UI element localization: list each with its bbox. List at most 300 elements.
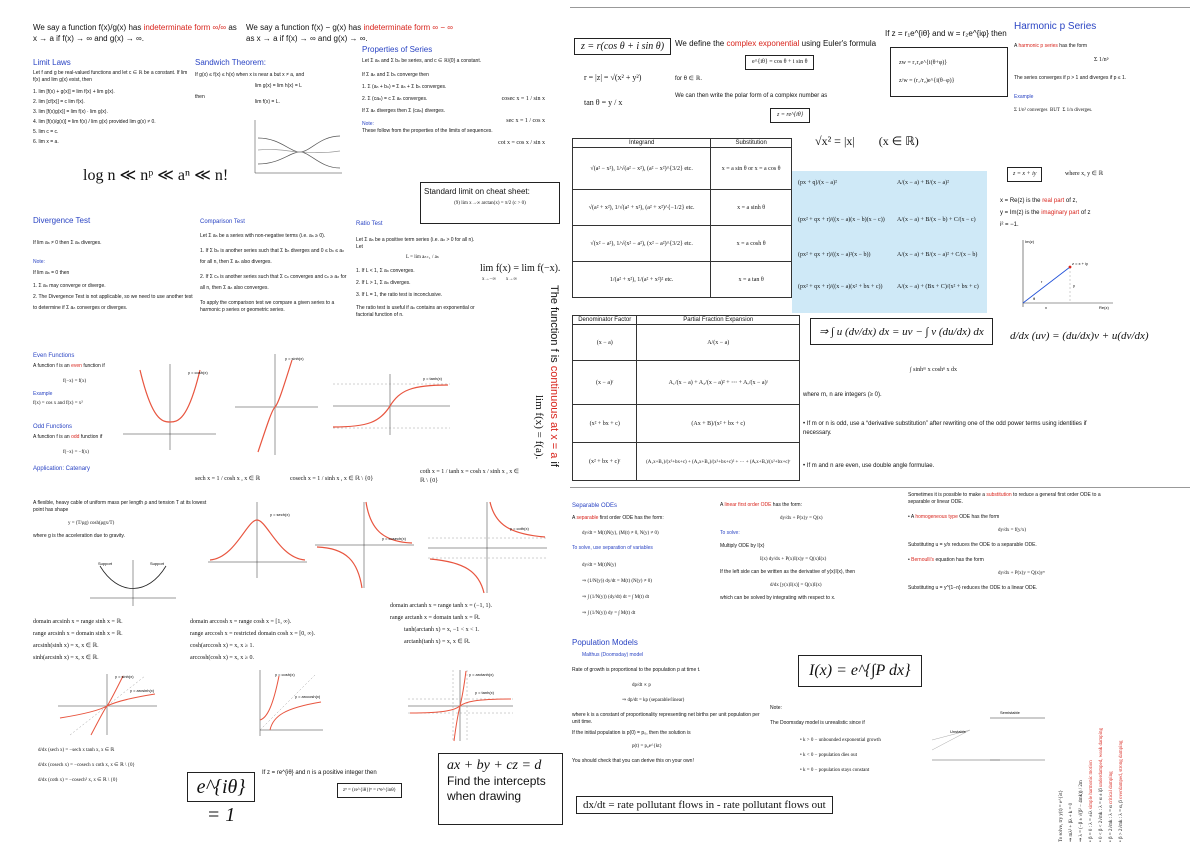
doomsday-note (770, 705, 935, 778)
highlight-term: Bernoulli's (911, 557, 935, 563)
cosech-def: cosech x = 1 / sinh x , x ∈ ℝ \ {0} (290, 476, 374, 482)
limit-laws-intro: Let f and g be real-valued functions and let c ∈ ℝ be a constant. If lim f(x) and lim g(x) exist, then (33, 70, 188, 83)
sandwich-graph (250, 118, 345, 176)
highlight-term: linear first order ODE (724, 502, 772, 508)
table-header-row (573, 139, 792, 148)
table-header: Partial Fraction Expansion (637, 316, 800, 325)
series-properties-intro: Let Σ aₙ and Σ bₙ be series, and c ∈ ℝ\{0} a constant. (362, 58, 482, 64)
catenary-graph (88, 558, 178, 608)
damping-section (1058, 622, 1125, 842)
pf-lhs-1: (px² + qx + r)/((x − a)(x − b)(x − c)) (798, 217, 885, 223)
linear-title: A linear first order ODE has the form: (720, 502, 802, 508)
harmonic-formula: Σ 1/nᵖ (1094, 57, 1109, 63)
linear-solve-title: To solve: (720, 530, 740, 536)
limit-law-item: 5. lim c = c. (33, 129, 59, 135)
growth-order: log n ≪ nᵖ ≪ aⁿ ≪ n! (83, 167, 229, 184)
highlight-term: real part (1042, 198, 1065, 204)
even-power-bullet: • (803, 463, 807, 469)
odd-power-bullet: • (803, 421, 807, 427)
harmonic-but: BUT (1049, 108, 1060, 113)
real-part: x = Re(z) is the real part of z, (1000, 198, 1078, 204)
argand-x-label: x (1045, 305, 1047, 310)
damping-solve: To solve, try y(t) = e^{λt} (1059, 789, 1064, 842)
complex-exp-text (675, 38, 890, 49)
sandwich-section (195, 57, 345, 106)
arctanh-graph (405, 668, 515, 743)
arcsinh-graph-label: y = arcsinh(x) (130, 688, 155, 693)
arcsinh-prop: sinh(arcsinh x) = x, x ∈ ℝ. (33, 655, 99, 661)
limit-laws-section (33, 57, 193, 147)
homogeneous-text: • A homogeneous type ODE has the form (908, 514, 1000, 520)
series-properties-title: Properties of Series (362, 45, 433, 54)
ratio-def: L = lim aₙ₊₁ / aₙ (406, 255, 439, 260)
coth-def: coth x = 1 / tanh x = cosh x / sinh x , x ∈ ℝ \ {0} (420, 469, 519, 484)
unstable-label: Unstable (950, 729, 966, 734)
continuity-text: The function f is continuous at x = a if (548, 285, 560, 467)
coth-graph (425, 500, 550, 595)
arcsinh-prop: arcsinh(sinh x) = x, x ∈ ℝ. (33, 643, 99, 649)
ratio-item: 1. If L < 1, Σ aₙ converges. (356, 268, 415, 274)
limit-law-item: 4. lim [f(x)/g(x)] = lim f(x) / lim g(x) provided lim g(x) ≠ 0. (33, 119, 156, 125)
sandwich-text-1: If g(x) ≤ f(x) ≤ h(x) when x is near a but x ≠ a, and (195, 72, 305, 78)
doomsday-case-text: k > 0 − unbounded exponential growth (803, 738, 881, 743)
catenary-formula: y = (T/ρg) cosh(ρgx/T) (68, 521, 115, 526)
limit-laws-title: Limit Laws (33, 58, 71, 67)
arctanh-prop: arctanh(tanh x) = x, x ∈ ℝ. (404, 639, 471, 645)
tanh-label: y = tanh(x) (423, 376, 443, 381)
semistable-label: Semistable (1000, 710, 1020, 715)
coth-label: y = coth(x) (510, 526, 529, 531)
catenary-title: Application: Catenary (33, 466, 91, 472)
argand-y-label: y (1073, 283, 1075, 288)
odd-power-rule (803, 420, 1093, 438)
divergence-note-intro: If lim aₙ = 0 then (33, 270, 70, 276)
power-formula: zⁿ = (re^{iθ})ⁿ = rⁿe^{inθ} (337, 783, 402, 798)
limit-law-item: 1. lim [f(x) + g(x)] = lim f(x) + lim g(x). (33, 89, 115, 95)
series-property-item: If Σ aₙ and Σ bₙ converge then (362, 72, 429, 78)
odd-title: Odd Functions (33, 424, 73, 430)
even-formula: f(−x) = f(x) (63, 379, 87, 384)
arctanh-props (390, 600, 492, 648)
table-cell: x = a sin θ or x = a cos θ (711, 148, 792, 190)
arccosh-prop: arccosh(cosh x) = x, x ≥ 0. (190, 655, 254, 661)
table-row (573, 361, 800, 405)
catenary-where: where g is the acceleration due to gravity. (33, 533, 125, 539)
sech-def: sech x = 1 / cosh x , x ∈ ℝ (195, 476, 261, 482)
doomsday-case-text: k < 0 − population dies out (803, 753, 857, 758)
r-def: r = |z| = √(x² + y²) (584, 73, 642, 82)
euler-identity-box: e^{iθ} = 1 (187, 772, 255, 802)
sec-def: sec x = 1 / cos x (506, 118, 545, 124)
table-cell: √(a² − x²), 1/√(a² − x²), (a² − x²)^{3/2} etc. (573, 148, 711, 190)
linear-step-3: which can be solved by integrating with respect to x. (720, 595, 836, 601)
series-property-item: 2. Σ (caₙ) = c Σ aₙ converges. (362, 96, 428, 102)
indeterminate-2-post: as x → a if f(x) → ∞ and g(x) → ∞. (246, 34, 368, 43)
comparison-section (200, 218, 350, 314)
harmonic-examples (1014, 107, 1184, 114)
table-cell: (x² + bx + c)ʳ (573, 443, 637, 481)
series-note: These follow from the properties of the limits of sequences. (362, 128, 493, 134)
sinh-cosh-integral: ∫ sinhᵐ x coshⁿ x dx (910, 367, 957, 373)
tanh-graph (328, 372, 453, 437)
substitution-intro: Sometimes it is possible to make a substitution to reduce a general first order ODE to a separable or linear ODE. (908, 492, 1101, 505)
linear-step-2: If the left side can be written as the derivative of y(x)I(x), then (720, 569, 856, 575)
arctanh-prop: range arctanh x = domain tanh x = ℝ. (390, 615, 481, 621)
table-cell: x = a tan θ (711, 262, 792, 298)
plane-line-1: Find the intercepts (447, 774, 546, 788)
polar-note: We can then write the polar form of a complex number as (675, 93, 828, 99)
sandwich-title: Sandwich Theorem: (195, 58, 266, 67)
sinh-label: y = sinh(x) (285, 356, 304, 361)
cosh-label: y = cosh(x) (188, 370, 208, 375)
damping-label: critical damping (1109, 771, 1114, 804)
table-header: Substitution (711, 139, 792, 148)
cot-def: cot x = cos x / sin x (498, 140, 545, 146)
arccosh-prop: cosh(arccosh x) = x, x ≥ 1. (190, 643, 254, 649)
sech-graph (205, 500, 310, 580)
table-header-row (573, 316, 800, 325)
partial-fraction-table (572, 315, 800, 481)
damping-char: ⇒ mλ² + βλ + k = 0 (1069, 802, 1074, 842)
imag-part: y = Im(z) is the imaginary part of z (1000, 210, 1091, 216)
mn-integers: where m, n are integers (≥ 0). (803, 392, 882, 398)
separable-title: Separable ODEs (572, 503, 618, 509)
sinh-graph (230, 352, 320, 457)
homogeneous-sentence: A homogeneous type ODE has the form (910, 514, 1000, 520)
arctanh-prop: tanh(arctanh x) = x, −1 < x < 1. (404, 627, 480, 633)
limit-negative-x: lim f(x) = lim f(−x). (480, 263, 561, 274)
population-rate: Rate of growth is proportional to the population p at time t. (572, 667, 701, 673)
sandwich-text-3: lim f(x) = L. (255, 99, 280, 105)
table-cell: (Ax + B)/(x² + bx + c) (637, 405, 800, 443)
damping-cond: β = 2√mk : λ = α (1109, 805, 1114, 839)
bernoulli-form: dy/dx + P(x)y = Q(x)yⁿ (998, 571, 1045, 576)
limit-law-item: 6. lim x = a. (33, 139, 59, 145)
continuity-limit-vertical (533, 395, 545, 459)
product-quotient-box (890, 47, 1008, 97)
divergence-section (33, 215, 193, 314)
odd-power-text: If m or n is odd, use a “derivative substitution” after rewriting one of the odd power terms using identities if necessary. (803, 421, 1087, 436)
even-title: Even Functions (33, 353, 75, 359)
quotient-formula: z/w = (r₁/r₂)e^{i(θ−φ)} (899, 78, 955, 84)
plane-equation: ax + by + cz = d (447, 758, 542, 773)
standard-limit-formula: (9) lim x→∞ arctan(x) = π/2 (c > 0) (454, 201, 526, 206)
product-formula: zw = r₁r₂e^{i(θ+φ)} (899, 60, 948, 66)
left-panel (0, 0, 570, 849)
linear-step-2-eq: d/dx [y(x)I(x)] = Q(x)I(x) (770, 583, 822, 588)
doomsday-cases (800, 733, 935, 778)
derivative-cosech: d/dx (cosech x) = −cosech x coth x, x ∈ ℝ \ {0} (38, 763, 135, 768)
argand-im-label: Im(z) (1025, 239, 1035, 244)
cosech-graph (312, 500, 417, 590)
arccosh-graph-label: y = arccosh(x) (295, 694, 321, 699)
separable-step: dy/dt = M(t)N(y) (582, 563, 617, 568)
argand-point-label: z = x + iy (1072, 261, 1089, 266)
linear-section (720, 502, 905, 602)
table-row (573, 226, 792, 262)
comparison-list (200, 246, 350, 294)
bernoulli-sub: Substituting u = y^{1−n} reduces the ODE to a linear ODE. (908, 585, 1038, 591)
pollutant-text: dx/dt = rate pollutant flows in - rate pollutant flows out (583, 799, 826, 811)
arccosh-prop: range arccosh x = restricted domain cosh x = [0, ∞). (190, 631, 316, 637)
highlight-term: homogeneous type (915, 514, 958, 520)
divergence-note-item: 2. The Divergence Test is not applicable, so we need to use another test to determine if Σ aₙ converges or diverges. (33, 294, 193, 311)
table-cell: A₁/(x − a) + A₂/(x − a)² + ⋯ + Aᵣ/(x − a)ʳ (637, 361, 800, 405)
comparison-intro: Let Σ aₙ be a series with non-negative terms (i.e. aₙ ≥ 0). (200, 233, 326, 239)
sech-label: y = sech(x) (270, 512, 290, 517)
power-text: If z = re^{iθ} and n is a positive integer then (262, 770, 377, 776)
comparison-title: Comparison Test (200, 219, 245, 225)
polar-form-box: z = r(cos θ + i sin θ) (574, 38, 671, 55)
separable-step: ⇒ (1/N(y)) dy/dt = M(t) (N(y) ≠ 0) (582, 579, 652, 584)
odd-text: A function f is an odd function if (33, 434, 103, 440)
limit-law-item: 2. lim [cf(x)] = c lim f(x). (33, 99, 85, 105)
separable-step: ⇒ ∫ (1/N(y)) dy = ∫ M(t) dt (582, 611, 636, 616)
tan-def: tan θ = y / x (584, 98, 623, 107)
divergence-note-list (33, 281, 193, 314)
product-intro: If z = r₁e^{iθ} and w = r₂e^{iφ} then (885, 29, 1007, 38)
odd-formula: f(−x) = −f(x) (63, 450, 89, 455)
table-cell: (x² + bx + c) (573, 405, 637, 443)
continuity-vertical (548, 285, 560, 467)
limit-negative-x-sub: x→−∞ x→∞ (482, 277, 517, 282)
homogeneous-sub: Substituting u = y/x reduces the ODE to a separable ODE. (908, 542, 1037, 548)
continuity-limit: lim f(x) = f(a). (533, 395, 545, 460)
sandwich-then: then (195, 94, 205, 100)
damping-case: • β > 2√mk : λ = α, β overdamped, strong damping (1119, 740, 1124, 842)
pf-lhs-2: (px² + qx + r)/((x − a)²(x − b)) (798, 252, 871, 258)
pf-lhs-3: (px² + qx + r)/((x − a)(x² + bx + c)) (798, 284, 883, 290)
population-init: If the initial population is p(0) = p₀, then the solution is (572, 730, 691, 736)
series-property-item: If Σ aₙ diverges then Σ (caₙ) diverges. (362, 108, 445, 114)
catenary-section (33, 465, 208, 540)
highlight-term: harmonic p series (1018, 43, 1058, 49)
i-squared: i² = −1. (1000, 222, 1019, 228)
sandwich-text-2: lim g(x) = lim h(x) = L (255, 83, 302, 89)
table-cell: A/(x − a) (637, 325, 800, 361)
arccosh-props (190, 616, 315, 664)
harmonic-example-title: Example (1014, 94, 1034, 100)
top-rule (570, 7, 1190, 8)
doomsday-case-text: k = 0 − population stays constant (803, 768, 870, 773)
separable-section (572, 502, 717, 622)
indeterminate-1-pre: We say a function f(x)/g(x) has (33, 23, 142, 32)
limit-law-item: 3. lim [f(x)g(x)] = lim f(x) · lim g(x). (33, 109, 108, 115)
population-where-k: where k is a constant of proportionality representing net births per unit population per unit time. (572, 712, 760, 725)
table-row (573, 262, 792, 298)
indeterminate-2-term: indeterminate form ∞ − ∞ (363, 23, 453, 32)
highlight-term: separable (576, 515, 599, 521)
table-row (573, 443, 800, 481)
derivative-coth: d/dx (coth x) = −cosech² x, x ∈ ℝ \ {0} (38, 778, 118, 783)
indeterminate-1-post: as x → a if f(x) → ∞ and g(x) → ∞. (33, 23, 237, 43)
series-property-item: 1. Σ (aₙ + bₙ) = Σ aₙ + Σ bₙ converges. (362, 84, 447, 90)
cosh-graph (118, 362, 218, 452)
highlight-term: substitution (986, 492, 1012, 498)
right-panel (570, 0, 1200, 849)
highlight-term: imaginary part (1041, 210, 1080, 216)
arcsinh-props (33, 616, 123, 664)
table-header: Denominator Factor (573, 316, 637, 325)
harmonic-text: A harmonic p series has the form (1014, 43, 1088, 49)
population-eq-1: dp/dt ∝ p (632, 683, 651, 688)
separable-form: dy/dt = M(t)N(y), (M(t) ≠ 0, N(y) ≠ 0) (582, 531, 659, 536)
support-label-right: Support (150, 561, 165, 566)
population-eq-2: ⇒ dp/dt = kp (separable/linear) (622, 698, 685, 703)
bernoulli-text: • Bernoulli's equation has the form (908, 557, 984, 563)
highlight-term: continuous at x = a (548, 365, 560, 459)
complex-z-box: z = x + iy (1007, 167, 1042, 182)
population-section (572, 637, 767, 765)
pf-rhs-2: A/(x − a) + B/(x − a)² + C/(x − b) (897, 252, 978, 258)
product-rule: d/dx (uv) = (du/dx)v + u(dv/dx) (1010, 330, 1149, 342)
population-model: Malthus (Doomsday) model (582, 652, 644, 658)
table-cell: x = a sinh θ (711, 190, 792, 226)
divergence-text: If lim aₙ ≠ 0 then Σ aₙ diverges. (33, 240, 102, 246)
plane-line-2: when drawing (447, 789, 522, 803)
pf-lhs-0: (px + q)/(x − a)² (798, 180, 837, 186)
hyperbolic-derivatives (38, 743, 135, 788)
partial-fraction-panel (792, 171, 987, 313)
comparison-footer: To apply the comparison test we compare a given series to a harmonic p series or geometric series. (200, 300, 335, 313)
table-row (573, 148, 792, 190)
damping-roots: ⇒ λ = (−β ± √(β² − 4mk)) / 2m (1079, 780, 1084, 842)
even-power-rule (803, 462, 1093, 471)
table-row (573, 325, 800, 361)
damping-cond: β = 0 : λ = ±iλ (1089, 810, 1094, 839)
damping-case: • β = 0 : λ = ±iλ simple harmonic motion (1089, 760, 1094, 842)
argand-re-label: Re(z) (1099, 305, 1109, 310)
separable-text: A separable first order ODE has the form: (572, 515, 664, 521)
table-row (573, 190, 792, 226)
population-check: You should check that you can derive this on your own! (572, 758, 694, 764)
doomsday-note-title: Note: (770, 705, 782, 711)
even-power-text: If m and n are even, use double angle formulae. (806, 463, 935, 469)
harmonic-conv: The series converges if p > 1 and diverges if p ≤ 1. (1014, 75, 1127, 81)
indeterminate-form-1 (33, 22, 238, 44)
pf-rhs-1: A/(x − a) + B/(x − b) + C/(x − c) (897, 217, 976, 223)
table-header: Integrand (573, 139, 711, 148)
doomsday-case: • k < 0 − population dies out (800, 753, 857, 758)
highlight-term: odd (71, 434, 80, 440)
harmonic-title: Harmonic p Series (1014, 21, 1097, 32)
plane-box (438, 753, 563, 825)
catenary-text: A flexible, heavy cable of uniform mass per length ρ and tension T at its lowest point has shape (33, 500, 207, 513)
indeterminate-1-term: indeterminate form ∞/∞ (143, 23, 227, 32)
table-cell: (A₁x+B₁)/(x²+bx+c) + (A₂x+B₂)/(x²+bx+c)² + ⋯ + (Aᵣx+Bᵣ)/(x²+bx+c)ʳ (637, 443, 800, 481)
damping-label: overdamped, strong damping (1119, 740, 1124, 799)
separable-steps (582, 558, 717, 622)
damping-case: • β = 2√mk : λ = α critical damping (1109, 771, 1114, 842)
harmonic-section (1014, 20, 1184, 114)
damping-label: simple harmonic motion (1089, 760, 1094, 810)
substitution-ode-section (908, 492, 1103, 592)
bernoulli-sentence: Bernoulli's equation has the form (911, 557, 984, 563)
table-cell: 1/(a² + x²), 1/(a² + x²)² etc. (573, 262, 711, 298)
linear-step-1: Multiply ODE by I(x) (720, 543, 765, 549)
complex-z-where: where x, y ∈ ℝ (1065, 171, 1104, 177)
arctanh-prop: domain arctanh x = range tanh x = (−1, 1). (390, 603, 492, 609)
ratio-title: Ratio Test (356, 221, 383, 227)
argand-r-label: r (1041, 279, 1043, 284)
separable-step: ⇒ ∫ (1/N(y)) (dy/dt) dt = ∫ M(t) dt (582, 595, 649, 600)
damping-label: underdamped, weak damping (1099, 727, 1104, 787)
limit-laws-list (33, 87, 193, 147)
pf-rhs-0: A/(x − a) + B/(x − a)² (897, 180, 949, 186)
ratio-footer: The ratio test is useful if aₙ contains an exponential or factorial function of n. (356, 305, 475, 318)
indeterminate-2-pre: We say a function f(x) − g(x) has (246, 23, 362, 32)
argand-theta-label: θ (1033, 296, 1036, 301)
ratio-section (356, 220, 476, 319)
harmonic-ex-2: Σ 1/n diverges. (1062, 108, 1093, 113)
even-example-title: Example (33, 391, 53, 397)
reciprocal-trig (465, 88, 545, 154)
damping-cond: β > 2√mk : λ = α, β (1119, 800, 1124, 839)
derivative-sech: d/dx (sech x) = −sech x tanh x, x ∈ ℝ (38, 748, 115, 753)
table-cell: √(x² − a²), 1/√(x² − a²), (x² − a²)^{3/2} etc. (573, 226, 711, 262)
substitution-table (572, 138, 792, 298)
sinh-graph-label: y = sinh(x) (115, 674, 134, 679)
complex-exp-sentence: We define the complex exponential using Euler's formula (675, 39, 877, 48)
comparison-item: 1. If Σ bₙ is another series such that Σ bₙ diverges and 0 ≤ bₙ ≤ aₙ for all n, then Σ aₙ also diverges. (200, 248, 345, 265)
population-solution: p(t) = p₀e^{kt} (632, 744, 663, 749)
mid-rule (570, 487, 1190, 488)
sqrt-abs: √x² = |x| (x ∈ ℝ) (815, 134, 919, 148)
divergence-title: Divergence Test (33, 216, 91, 225)
ratio-item: 2. If L > 1, Σ aₙ diverges. (356, 280, 411, 286)
stability-diagram (930, 700, 1050, 775)
linear-form: dy/dx + P(x)y = Q(x) (780, 516, 823, 521)
damping-case: • 0 < β < 2√mk : λ = α ± iβ underdamped, weak damping (1099, 727, 1104, 842)
standard-limit-title: Standard limit on cheat sheet: (424, 187, 530, 196)
arccosh-graph (245, 668, 325, 738)
arctanh-graph-label: y = arctanh(x) (469, 672, 494, 677)
cosec-def: cosec x = 1 / sin x (501, 96, 545, 102)
harmonic-ex-1: Σ 1/n² converges (1014, 108, 1048, 113)
integration-by-parts: ⇒ ∫ u (dv/dx) dx = uv − ∫ v (du/dx) dx (810, 318, 993, 345)
arccosh-prop: domain arccosh x = range cosh x = [1, ∞). (190, 619, 292, 625)
population-title: Population Models (572, 638, 638, 647)
theta-domain: for θ ∈ ℝ. (675, 76, 702, 82)
separable-solve-title: To solve, use separation of variables (572, 545, 653, 551)
argand-diagram (1015, 235, 1115, 310)
divergence-note-title: Note: (33, 259, 45, 265)
indeterminate-form-2 (246, 22, 461, 44)
highlight-term: complex exponential (726, 39, 800, 48)
euler-formula-box: e^{iθ} = cos θ + i sin θ (745, 55, 814, 70)
arcsinh-prop: range arcsinh x = domain sinh x = ℝ. (33, 631, 123, 637)
divergence-note-item: 1. Σ aₙ may converge or diverge. (33, 283, 106, 289)
cosech-label: y = cosech(x) (382, 536, 406, 541)
support-label-left: Support (98, 561, 113, 566)
damping-cond: 0 < β < 2√mk : λ = α ± iβ (1099, 788, 1104, 839)
even-example: f(x) = cos x and f(x) = x² (33, 401, 83, 406)
even-text: A function f is an even function if (33, 363, 105, 369)
pollutant-box (576, 796, 833, 814)
polar-exp-box: z = re^{iθ} (770, 108, 810, 123)
table-cell: (x − a) (573, 325, 637, 361)
pf-rhs-3: A/(x − a) + (Bx + C)/(x² + bx + c) (897, 284, 979, 290)
series-note-title: Note: (362, 121, 374, 127)
doomsday-note-text: The Doomsday model is unrealistic since if (770, 720, 865, 726)
integrating-factor-box: I(x) = e^{∫P dx} (798, 655, 922, 687)
table-row (573, 405, 800, 443)
ratio-intro: Let Σ aₙ be a positive term series (i.e. aₙ > 0 for all n). Let (356, 237, 475, 250)
complex-parts (1000, 195, 1185, 231)
highlight-term: even (71, 363, 82, 369)
tanh-graph-label: y = tanh(x) (475, 690, 495, 695)
table-cell: √(a² + x²), 1/√(a² + x²), (a² + x²)^{−1/2} etc. (573, 190, 711, 226)
